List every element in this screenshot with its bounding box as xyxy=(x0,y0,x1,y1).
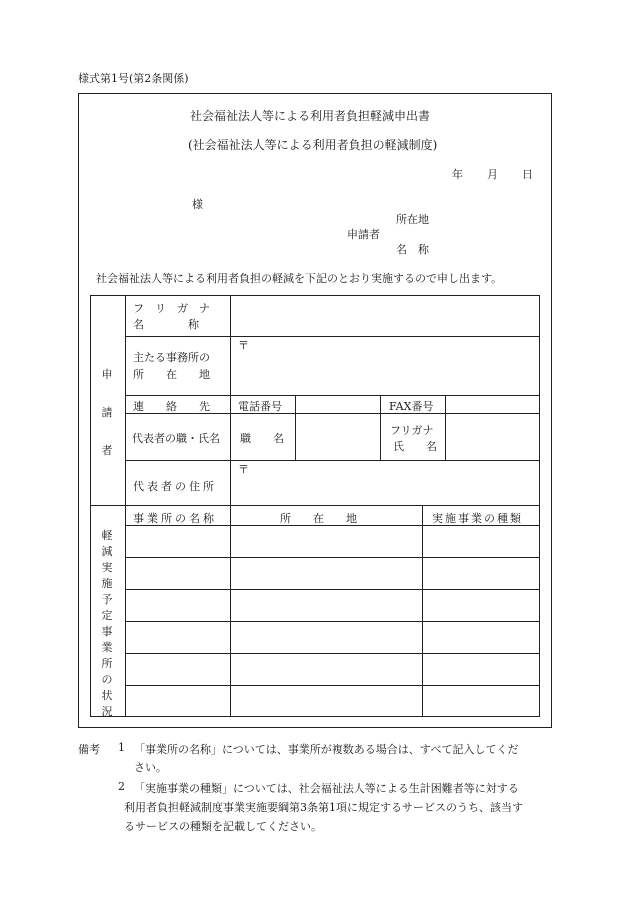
note-1-line2: さい。 xyxy=(134,761,167,774)
applicant-address-label: 所在地 xyxy=(396,213,429,226)
form-subtitle: (社会福祉法人等による利用者負担の軽減制度) xyxy=(188,138,438,152)
applicant-section-label: 申請者 xyxy=(101,368,113,457)
date-day: 日 xyxy=(522,168,533,181)
rep-furigana-label: フリガナ xyxy=(390,424,434,437)
rep-address-label: 代表者の住所 xyxy=(133,480,217,493)
facility-section-label: 軽減実施予定事業所の状況 xyxy=(101,529,113,718)
office-label-line1: 主たる事務所の xyxy=(133,351,210,364)
note-1-line1: 「事業所の名称」については、事業所が複数ある場合は、すべて記入してくだ xyxy=(134,743,519,756)
col-location: 所 在 地 xyxy=(280,512,357,525)
col-office-name: 事業所の名称 xyxy=(133,512,217,525)
note-2-line1: 「実施事業の種類」については、社会福祉法人等による生計困難者等に対する xyxy=(134,782,519,795)
date-month: 月 xyxy=(487,168,498,181)
form-title: 社会福祉法人等による利用者負担軽減申出書 xyxy=(190,109,431,123)
applicant-name-label: 名 称 xyxy=(396,243,429,256)
name-label: 名 称 xyxy=(133,318,199,331)
date-year: 年 xyxy=(452,168,463,181)
fax-label: FAX番号 xyxy=(389,400,434,413)
furigana-label: フ リ ガ ナ xyxy=(133,302,210,315)
postal-mark-rep: 〒 xyxy=(238,463,249,476)
note-2-num: 2 xyxy=(118,780,125,793)
postal-mark-office: 〒 xyxy=(238,339,249,352)
form-number: 様式第1号(第2条関係) xyxy=(78,72,189,85)
rep-title-name-label: 代表者の職・氏名 xyxy=(132,432,220,445)
col-service-type: 実施事業の種類 xyxy=(432,512,523,525)
addressee-suffix: 様 xyxy=(192,198,203,211)
note-1-num: 1 xyxy=(118,741,125,754)
position-label: 職 名 xyxy=(240,432,284,445)
note-2-line2: 利用者負担軽減制度事業実施要綱第3条第1項に規定するサービスのうち、該当す xyxy=(124,801,523,814)
applicant-label: 申請者 xyxy=(347,228,380,241)
statement: 社会福祉法人等による利用者負担の軽減を下記のとおり実施するので申し出ます。 xyxy=(96,272,503,285)
tel-label: 電話番号 xyxy=(238,400,282,413)
note-2-line3: るサービスの種類を記載してください。 xyxy=(124,820,322,833)
rep-name-label: 氏 名 xyxy=(393,440,437,453)
contact-label: 連 絡 先 xyxy=(133,400,210,413)
notes-label: 備考 xyxy=(78,743,100,756)
office-label-line2: 所 在 地 xyxy=(133,368,210,381)
